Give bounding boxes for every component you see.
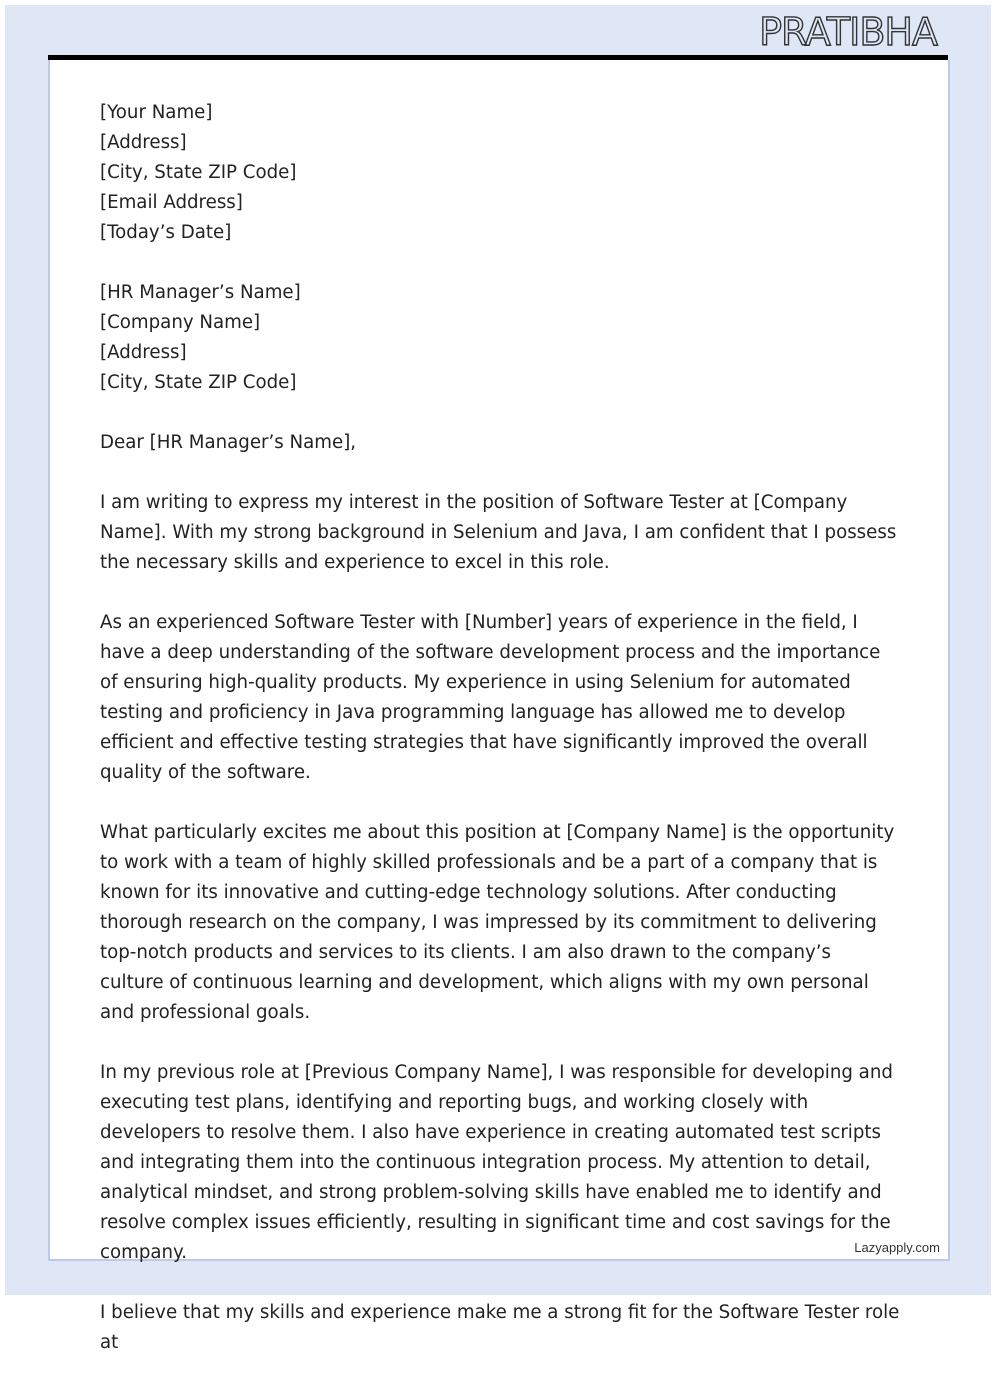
body-paragraph bbox=[100, 1298, 900, 1358]
letter-date: [Today’s Date] bbox=[100, 222, 232, 243]
body-paragraph bbox=[100, 488, 900, 578]
sender-name: [Your Name] bbox=[100, 102, 213, 123]
sender-email: [Email Address] bbox=[100, 192, 243, 213]
body-paragraph bbox=[100, 608, 900, 788]
body-paragraph bbox=[100, 1058, 900, 1268]
body-paragraph-text: What particularly excites me about this position at [Company Name] is the opportunity to work with a team of highly skilled professionals and be a part of a company that is known for its innovative and cutting-edge technology solutions. After conducting thorough research on the company, I was impressed by its commitment to delivering top-notch products and services to its clients. I am also drawn to the company’s culture of continuous learning and development, which aligns with my own personal and professional goals. bbox=[100, 822, 895, 1023]
body-paragraph-text: In my previous role at [Previous Company Name], I was responsible for developing and executing test plans, identifying and reporting bugs, and working closely with developers to resolve them. I also have experience in creating automated test scripts and integrating them into the continuous integration process. My attention to detail, analytical mindset, and strong problem-solving skills have enabled me to identify and resolve complex issues efficiently, resulting in significant time and cost savings for the company. bbox=[100, 1062, 893, 1263]
body-paragraph-text: As an experienced Software Tester with [Number] years of experience in the field, I have a deep understanding of the software development process and the importance of ensuring high-quality products. My experience in using Selenium for automated testing and proficiency in Java programming language has allowed me to develop efficient and effective testing strategies that have significantly improved the overall quality of the software. bbox=[100, 612, 881, 783]
recipient-address: [Address] bbox=[100, 342, 187, 363]
sender-block bbox=[100, 98, 900, 248]
body-paragraph bbox=[100, 818, 900, 1028]
sender-address: [Address] bbox=[100, 132, 187, 153]
recipient-city-state-zip: [City, State ZIP Code] bbox=[100, 372, 297, 393]
salutation-block bbox=[100, 428, 900, 458]
watermark: Lazyapply.com bbox=[854, 1240, 940, 1255]
recipient-block bbox=[100, 278, 900, 398]
body-paragraph-text: I believe that my skills and experience make me a strong fit for the Software Tester role at bbox=[100, 1302, 900, 1353]
sender-city-state-zip: [City, State ZIP Code] bbox=[100, 162, 297, 183]
page-background bbox=[5, 5, 991, 1353]
brand-logo: PRATIBHA bbox=[759, 10, 937, 54]
body-paragraph-text: I am writing to express my interest in the position of Software Tester at [Company Name]. With my strong background in Selenium and Java, I am confident that I possess the necessary skills and experience to excel in this role. bbox=[100, 492, 897, 573]
recipient-company: [Company Name] bbox=[100, 312, 261, 333]
recipient-name: [HR Manager’s Name] bbox=[100, 282, 301, 303]
cover-letter bbox=[100, 98, 900, 1388]
salutation: Dear [HR Manager’s Name], bbox=[100, 432, 357, 453]
